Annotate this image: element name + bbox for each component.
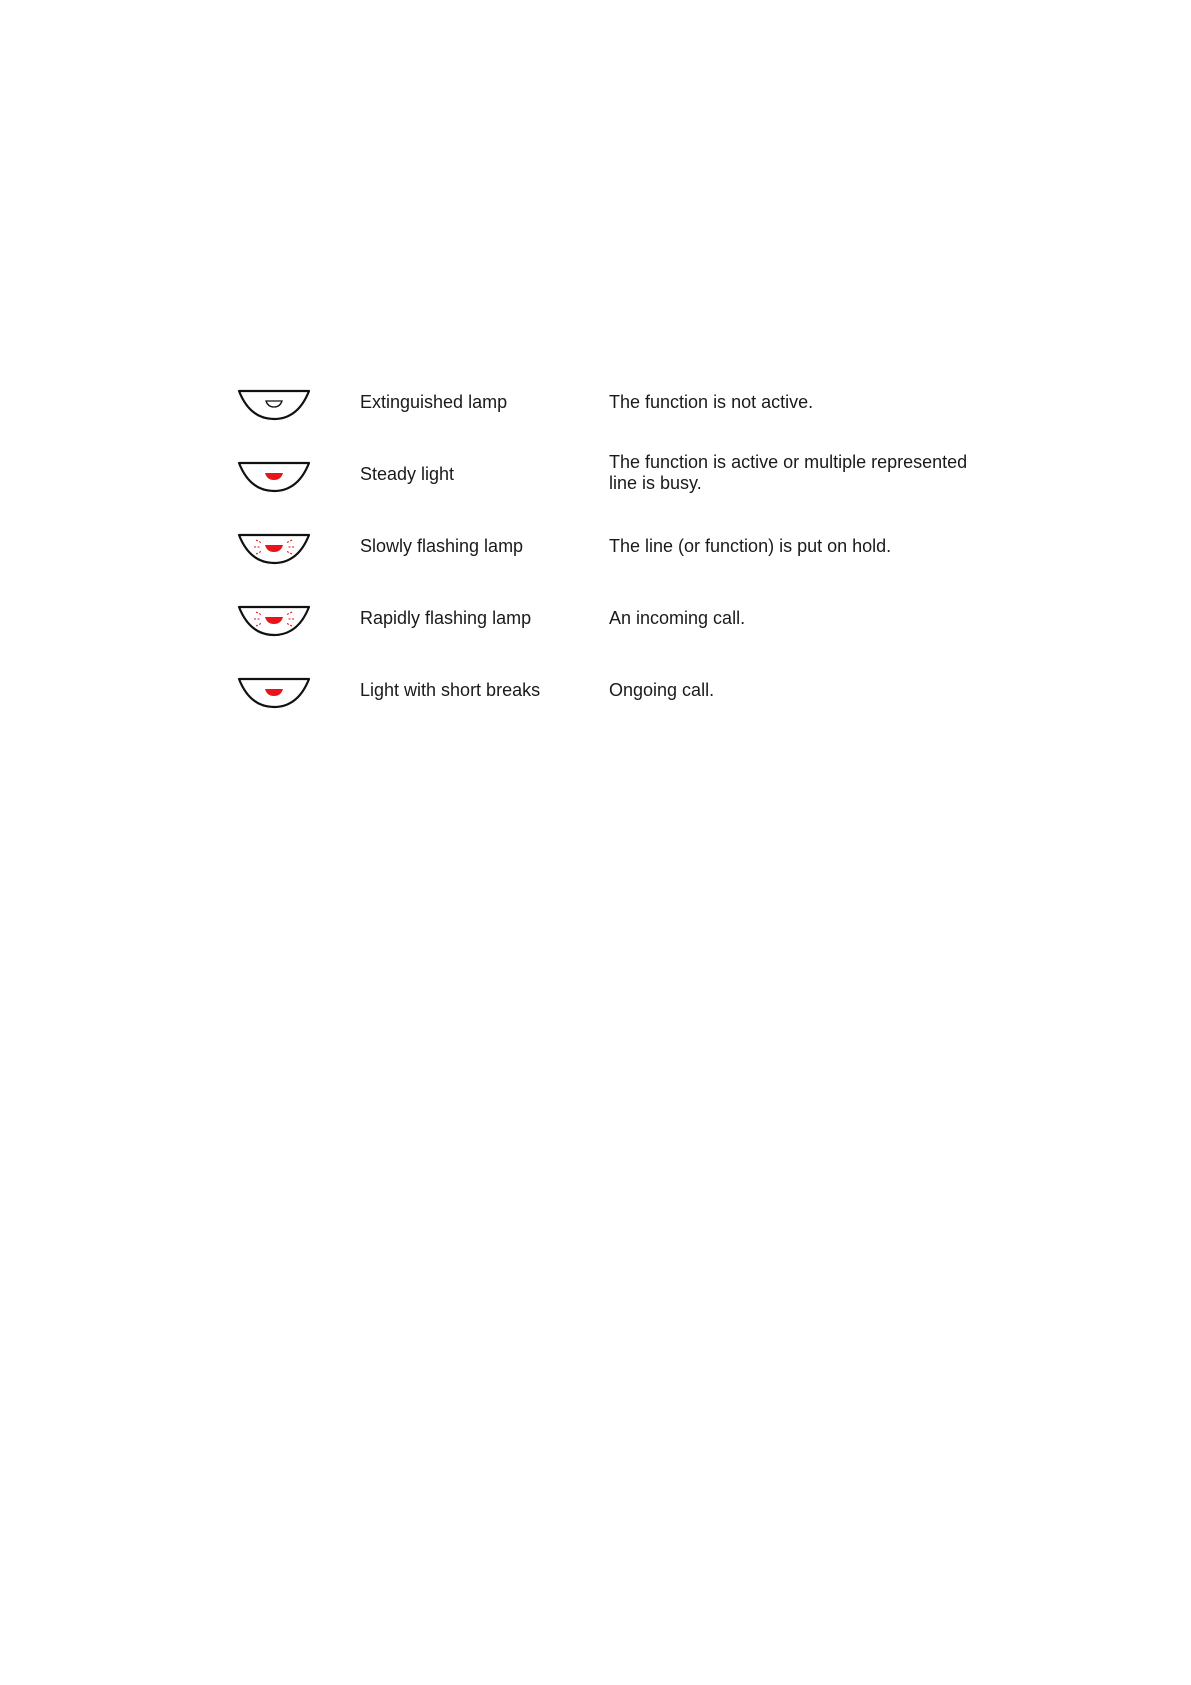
lamp-row-rapidly-flashing bbox=[236, 606, 996, 678]
lamp-name: Slowly flashing lamp bbox=[360, 536, 524, 556]
lamp-meaning: The function is not active. bbox=[609, 392, 814, 412]
lamp-meaning: An incoming call. bbox=[609, 608, 746, 628]
lamp-meaning: The line (or function) is put on hold. bbox=[609, 536, 892, 556]
lamp-row-short-breaks bbox=[236, 678, 996, 750]
lamp-name: Steady light bbox=[360, 464, 455, 484]
lamp-row-steady bbox=[236, 452, 996, 534]
lamp-meaning: Ongoing call. bbox=[609, 680, 715, 700]
lamp-row-slowly-flashing bbox=[236, 534, 996, 606]
lamp-indicator-table bbox=[236, 390, 996, 750]
lamp-name: Extinguished lamp bbox=[360, 392, 508, 412]
slowly-flashing-lamp-icon bbox=[236, 532, 312, 566]
extinguished-lamp-icon bbox=[236, 388, 312, 422]
light-short-breaks-lamp-icon bbox=[236, 676, 312, 710]
lamp-name: Light with short breaks bbox=[360, 680, 541, 700]
lamp-name: Rapidly flashing lamp bbox=[360, 608, 532, 628]
steady-light-lamp-icon bbox=[236, 460, 312, 494]
rapidly-flashing-lamp-icon bbox=[236, 604, 312, 638]
lamp-meaning: The function is active or multiple represented line is busy. bbox=[609, 452, 968, 493]
